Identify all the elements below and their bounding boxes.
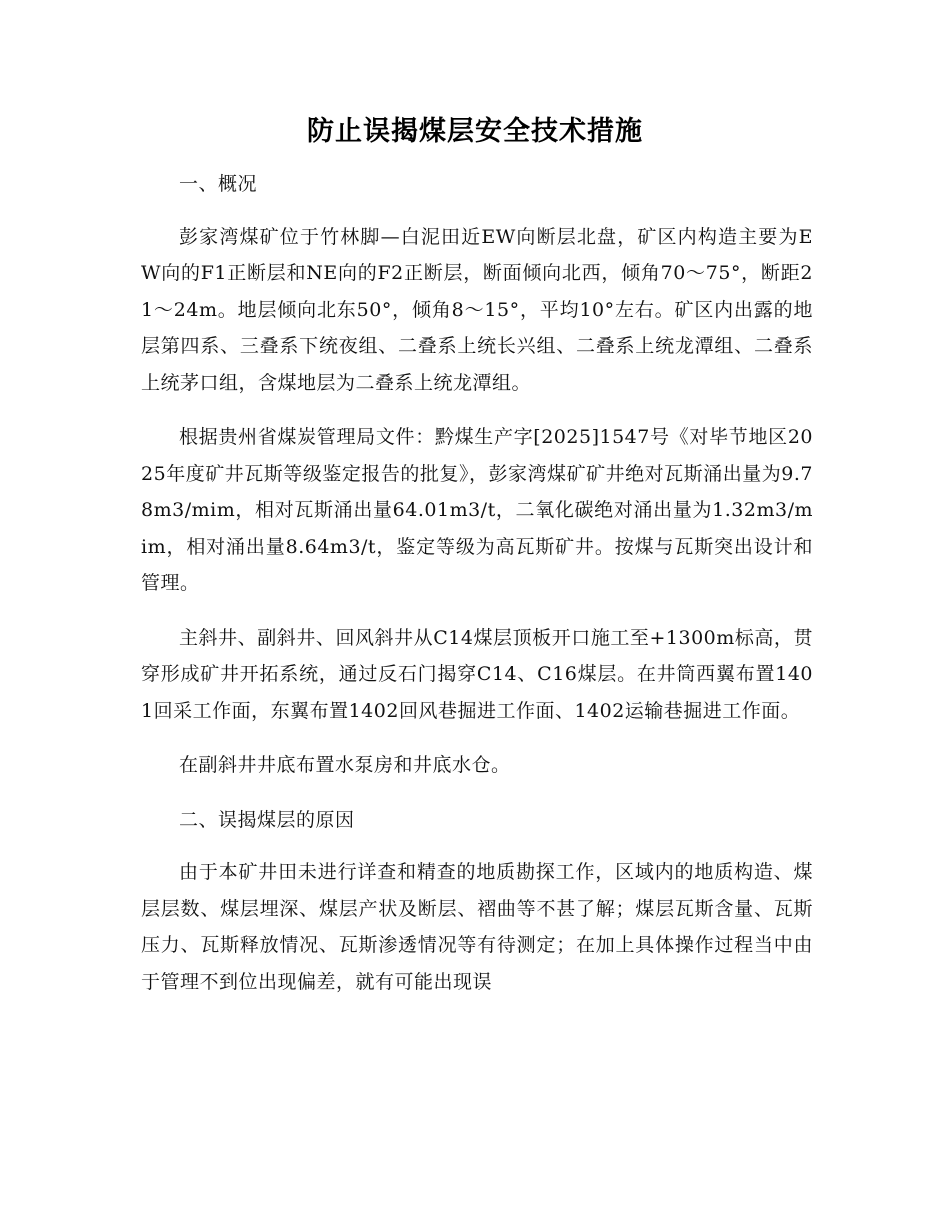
paragraph-pump-room: 在副斜井井底布置水泵房和井底水仓。 bbox=[179, 754, 511, 776]
section-heading-causes: 二、误揭煤层的原因 bbox=[179, 808, 355, 831]
document-title: 防止误揭煤层安全技术措施 bbox=[307, 116, 643, 147]
paragraph-geology: 彭家湾煤矿位于竹林脚—白泥田近EW向断层北盘，矿区内构造主要为EW向的F1正断层和NE向的F2正断层，断面倾向北西，倾角70～75°，断距21～24m。地层倾向北东50°，倾角8～15°，平均10°左右。矿区内出露的地层第四系、三叠系下统夜组、二叠系上统长兴组、二叠系上统龙潭组、二叠系上统茅口组，含煤地层为二叠系上统龙潭组。 bbox=[141, 225, 813, 394]
paragraph-causes: 由于本矿井田未进行详查和精查的地质勘探工作，区域内的地质构造、煤层层数、煤层埋深、煤层产状及断层、褶曲等不甚了解；煤层瓦斯含量、瓦斯压力、瓦斯释放情况、瓦斯渗透情况等有待测定；在加上具体操作过程当中由于管理不到位出现偏差，就有可能出现误 bbox=[141, 861, 813, 993]
document-body bbox=[141, 166, 813, 1018]
section-heading-overview: 一、概况 bbox=[179, 173, 258, 195]
paragraph-development-layout: 主斜井、副斜井、回风斜井从C14煤层顶板开口施工至+1300m标高，贯穿形成矿井开拓系统，通过反石门揭穿C14、C16煤层。在井筒西翼布置1401回采工作面，东翼布置1402回风巷掘进工作面、1402运输巷掘进工作面。 bbox=[141, 626, 813, 722]
paragraph-gas-rating: 根据贵州省煤炭管理局文件：黔煤生产字[2025]1547号《对毕节地区2025年度矿井瓦斯等级鉴定报告的批复》，彭家湾煤矿矿井绝对瓦斯涌出量为9.78m3/mim，相对瓦斯涌出量64.01m3/t，二氧化碳绝对涌出量为1.32m3/mim，相对涌出量8.64m3/t，鉴定等级为高瓦斯矿井。按煤与瓦斯突出设计和管理。 bbox=[141, 426, 813, 594]
